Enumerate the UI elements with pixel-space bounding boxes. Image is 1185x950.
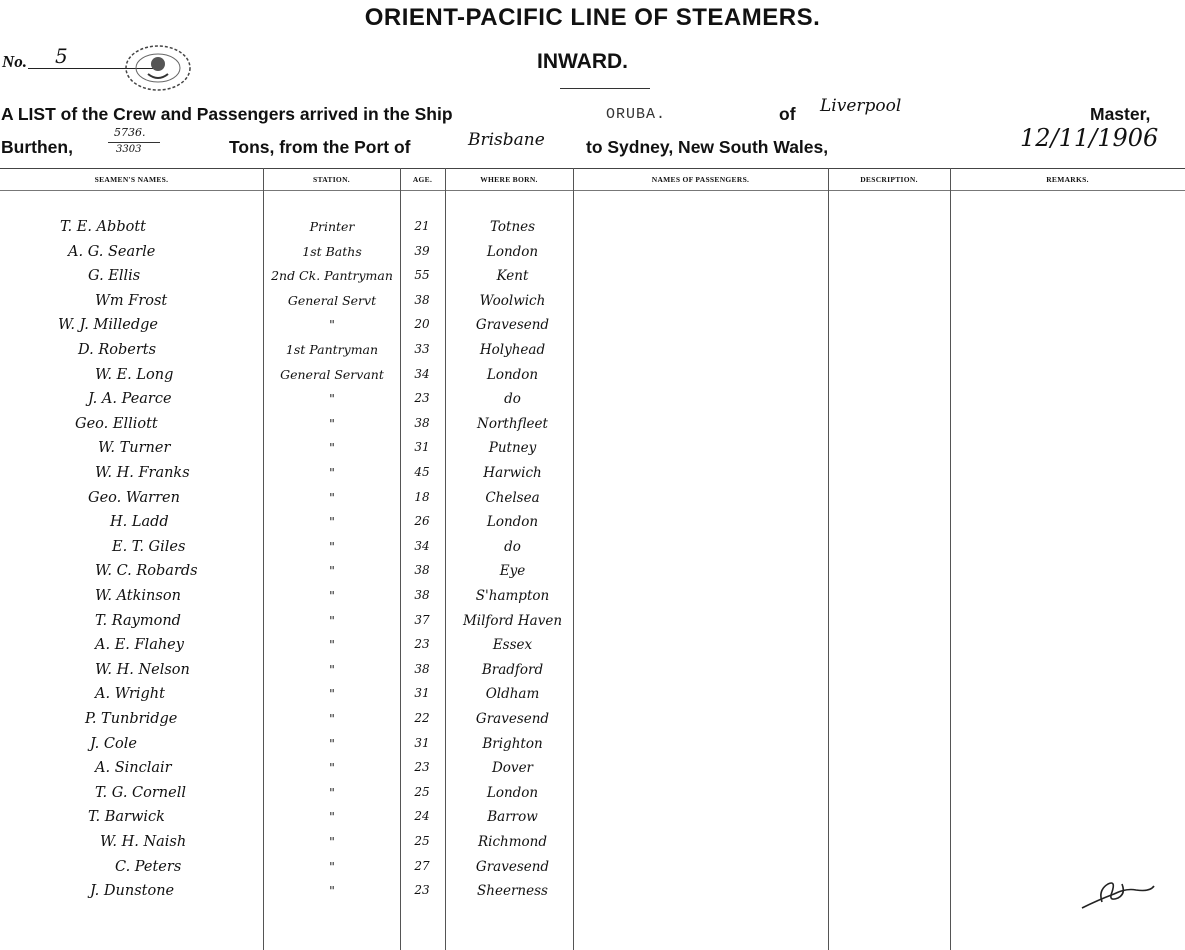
seaman-birthplace: Gravesend [475,711,550,727]
signature-mark [1078,870,1158,915]
seaman-name: Geo. Warren [88,489,180,506]
column-divider [828,168,829,950]
seaman-name: T. Barwick [88,809,165,826]
seaman-age: 34 [414,366,430,381]
seaman-station: " [329,317,335,333]
table-top-rule [0,168,1185,169]
seaman-station: " [329,858,335,874]
number-value: 5 [55,44,68,68]
table-header-rule [0,190,1185,191]
seaman-age: 25 [414,784,430,799]
seaman-age: 23 [414,391,430,406]
seaman-name: T. E. Abbott [60,219,146,235]
document-title: ORIENT-PACIFIC LINE OF STEAMERS. [364,4,821,31]
table-row [0,736,580,760]
seamen-column-header: SEAMEN'S NAMES. [94,175,169,184]
seaman-age: 31 [414,440,430,455]
seaman-name: A. Sinclair [95,760,172,777]
seaman-birthplace: London [486,514,539,531]
seaman-birthplace: Gravesend [475,858,550,875]
seaman-name: A. E. Flahey [95,637,184,654]
table-row [0,613,580,637]
seaman-age: 37 [414,612,430,627]
seaman-age: 27 [414,858,430,873]
seaman-name: W. H. Franks [95,465,190,481]
document-subtitle: INWARD. [537,50,628,73]
seaman-name: W. H. Naish [100,834,187,850]
seaman-birthplace: Essex [492,637,533,654]
seaman-birthplace: Brighton [482,735,543,752]
seaman-name: T. Raymond [95,612,181,629]
seaman-age: 38 [414,563,430,578]
seaman-birthplace: Harwich [483,465,542,481]
seaman-age: 38 [414,292,430,307]
seaman-age: 25 [414,834,430,848]
burthen-fraction-bar [108,142,160,143]
seaman-birthplace: Chelsea [485,489,540,506]
seaman-name: A. G. Searle [68,243,156,260]
table-row [0,563,580,587]
table-row [0,293,580,317]
seaman-birthplace: London [486,784,539,801]
seaman-name: P. Tunbridge [85,711,178,727]
table-row [0,219,580,243]
seaman-birthplace: Holyhead [479,342,546,358]
table-row [0,317,580,341]
table-row [0,834,580,858]
seaman-age: 23 [414,760,430,775]
table-row [0,514,580,538]
seaman-name: J. Cole [90,735,137,752]
seaman-birthplace: S'hampton [475,588,550,604]
seaman-age: 55 [414,268,430,283]
seaman-name: W. C. Robards [95,563,198,580]
seaman-birthplace: Eye [499,563,526,580]
seaman-station: General Servant [280,366,384,382]
seaman-name: Wm Frost [95,292,168,309]
seaman-age: 31 [414,686,430,701]
seaman-birthplace: Barrow [487,809,538,826]
seaman-station: 1st Pantryman [285,342,379,357]
seaman-age: 45 [414,465,430,479]
seaman-name: W. E. Long [95,366,174,383]
seaman-birthplace: Sheerness [477,883,548,900]
seaman-age: 18 [414,489,430,504]
seaman-name: H. Ladd [110,514,169,531]
seaman-station: " [329,637,335,653]
seaman-station: " [329,514,335,530]
list-heading: A LIST of the Crew and Passengers arrived in the Ship [1,104,453,124]
seaman-name: G. Ellis [88,268,141,285]
seaman-station: " [329,834,335,849]
seaman-station: " [329,686,335,702]
passengers-column-header: NAMES OF PASSENGERS. [651,175,750,184]
table-row [0,440,580,464]
seaman-birthplace: London [486,366,539,383]
seaman-name: Geo. Elliott [75,415,158,432]
seaman-name: D. Roberts [78,342,157,358]
seaman-station: " [329,711,335,726]
seaman-birthplace: London [486,243,539,260]
born-column-header: WHERE BORN. [480,175,538,184]
table-row [0,711,580,735]
seaman-age: 21 [414,219,430,233]
burthen-label: Burthen, [1,137,73,157]
seaman-station: " [329,661,335,677]
arrival-date: 12/11/1906 [1020,124,1159,152]
seaman-age: 23 [414,637,430,652]
subtitle-rule [560,88,650,89]
table-row [0,465,580,489]
seaman-station: 1st Baths [302,243,362,259]
burthen-top: 5736. [114,126,146,139]
seaman-name: W. H. Nelson [95,661,190,678]
seaman-station: " [329,538,335,554]
seaman-station: " [329,415,335,431]
seaman-age: 22 [414,711,430,725]
seaman-age: 38 [414,415,430,430]
table-row [0,686,580,710]
table-row [0,785,580,809]
seaman-station: " [329,489,335,505]
seaman-birthplace: Northfleet [477,415,548,432]
number-label: No. [2,52,28,71]
seaman-birthplace: Richmond [477,834,547,850]
seaman-age: 24 [414,809,430,824]
table-row [0,539,580,563]
seaman-station: General Servt [287,292,377,308]
seaman-station: " [329,588,335,603]
seaman-age: 34 [414,538,430,553]
of-label: of [779,104,796,124]
seaman-age: 23 [414,883,430,898]
table-row [0,883,580,907]
seaman-age: 20 [414,317,430,332]
table-row [0,244,580,268]
seaman-name: C. Peters [115,858,182,875]
table-row [0,416,580,440]
seaman-name: J. Dunstone [90,883,175,900]
seaman-name: W. J. Milledge [58,317,158,334]
age-column-header: AGE. [412,175,433,184]
seaman-station: 2nd Ck. Pantryman [271,268,393,284]
table-row [0,588,580,612]
remarks-column-header: REMARKS. [1046,175,1089,184]
seaman-age: 38 [414,661,430,676]
seaman-station: Printer [309,219,355,234]
table-row [0,490,580,514]
seaman-station: " [329,465,335,480]
table-row [0,637,580,661]
table-row [0,342,580,366]
seaman-station: " [329,760,335,776]
seaman-name: W. Turner [98,440,171,457]
seaman-station: " [329,784,335,800]
table-row [0,809,580,833]
port-of-registry: Liverpool [820,96,902,116]
seaman-birthplace: do [504,391,521,408]
seaman-station: " [329,735,335,751]
seaman-birthplace: do [504,538,521,555]
seaman-age: 33 [414,342,430,356]
seaman-age: 31 [414,735,430,750]
seaman-name: E. T. Giles [112,538,186,555]
seaman-birthplace: Dover [491,760,534,777]
seaman-name: J. A. Pearce [88,391,172,408]
seaman-station: " [329,563,335,579]
seaman-birthplace: Gravesend [475,317,550,334]
seaman-name: W. Atkinson [95,588,181,604]
master-label: Master, [1090,104,1151,124]
seaman-birthplace: Milford Haven [462,612,563,629]
table-row [0,268,580,292]
seaman-station: " [329,612,335,628]
seaman-birthplace: Bradford [481,661,544,678]
seaman-age: 38 [414,588,430,602]
seaman-birthplace: Kent [496,268,529,285]
station-column-header: STATION. [313,175,350,184]
seaman-station: " [329,809,335,825]
seaman-birthplace: Putney [488,440,537,457]
column-divider [950,168,951,950]
table-row [0,391,580,415]
seaman-name: T. G. Cornell [95,784,186,801]
ship-name: ORUBA. [606,106,667,123]
seaman-station: " [329,440,335,456]
tons-from-label: Tons, from the Port of [229,137,411,157]
table-row [0,859,580,883]
from-port: Brisbane [468,130,545,150]
seaman-birthplace: Totnes [489,219,536,235]
description-column-header: DESCRIPTION. [860,175,918,184]
seaman-station: " [329,883,335,899]
destination-label: to Sydney, New South Wales, [586,137,829,157]
burthen-bottom: 3303 [116,144,142,155]
seaman-birthplace: Oldham [485,686,540,703]
table-row [0,662,580,686]
seaman-birthplace: Woolwich [479,292,546,309]
seaman-age: 39 [414,243,430,258]
seaman-station: " [329,391,335,407]
seaman-age: 26 [414,514,430,529]
table-row [0,367,580,391]
table-row [0,760,580,784]
seaman-name: A. Wright [95,686,165,703]
